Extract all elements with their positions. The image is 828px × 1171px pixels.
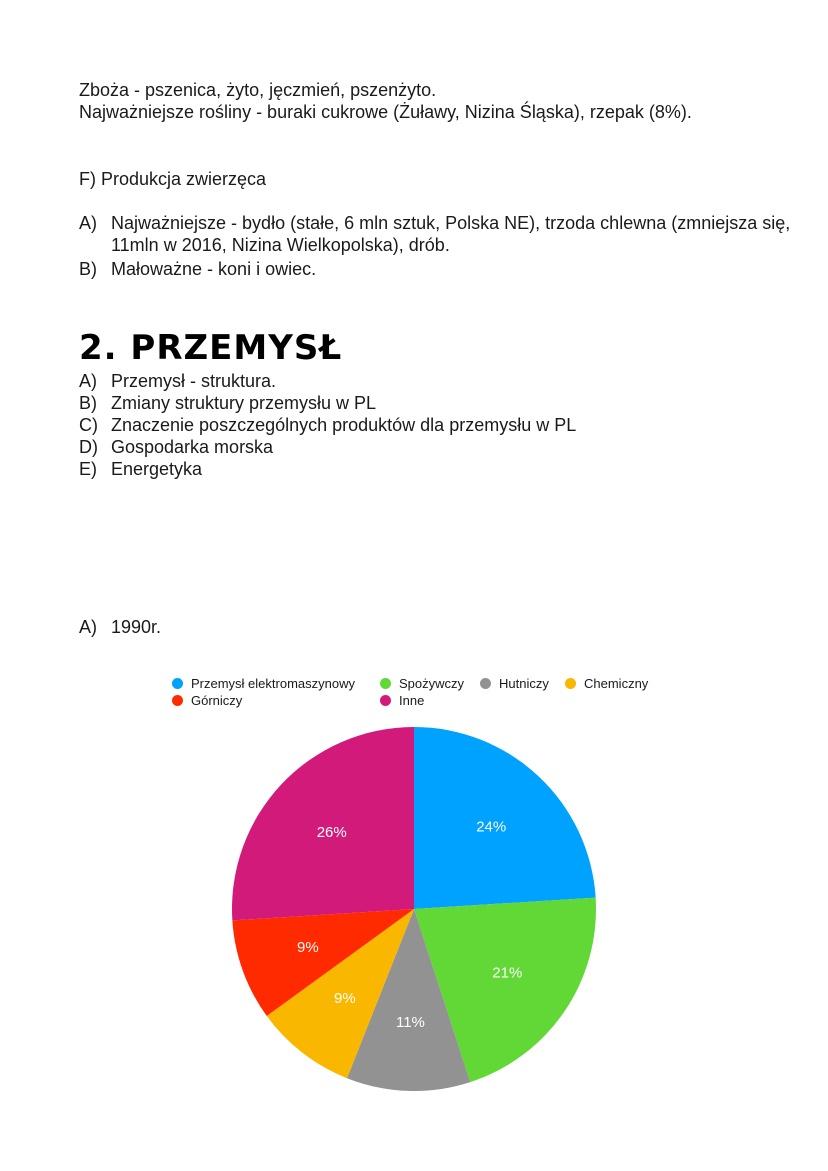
plants-line: Najważniejsze rośliny - buraki cukrowe (Żuławy, Nizina Śląska), rzepak (8%). xyxy=(79,102,692,122)
pie-slice-label: 9% xyxy=(333,990,356,1008)
list-item-text: Znaczenie poszczególnych produktów dla przemysłu w PL xyxy=(111,415,577,435)
legend-label: Górniczy xyxy=(191,693,243,708)
list-item-text: Małoważne - koni i owiec. xyxy=(111,259,317,279)
legend-label: Przemysł elektromaszynowy xyxy=(191,676,355,691)
page-title: 2. PRZEMYSŁ xyxy=(79,328,343,368)
list-marker: B) xyxy=(79,259,97,279)
list-item-text: Najważniejsze - bydło (stałe, 6 mln sztuk, Polska NE), trzoda chlewna (zmniejsza się, 11mln w 2016, Nizina Wielkopolska), drób. xyxy=(111,213,791,255)
list-item-text: Gospodarka morska xyxy=(111,437,274,457)
list-marker: B) xyxy=(79,393,97,413)
list-item-text: Energetyka xyxy=(111,459,203,479)
list-item-text: Przemysł - struktura. xyxy=(111,371,277,391)
list-marker: A) xyxy=(79,617,97,637)
list-marker: A) xyxy=(79,371,97,391)
legend-label: Inne xyxy=(399,693,425,708)
list-marker: C) xyxy=(79,415,98,435)
grains-line: Zboża - pszenica, żyto, jęczmień, pszenżyto. xyxy=(79,80,437,100)
legend-label: Chemiczny xyxy=(584,676,649,691)
legend-label: Hutniczy xyxy=(499,676,549,691)
pie-slice-label: 21% xyxy=(492,964,523,982)
pie-slice-label: 26% xyxy=(316,823,347,841)
list-marker: E) xyxy=(79,459,97,479)
list-marker: D) xyxy=(79,437,98,457)
list-item-text: 1990r. xyxy=(111,617,162,637)
list-item-text: Zmiany struktury przemysłu w PL xyxy=(111,393,377,413)
pie-slice-label: 9% xyxy=(296,939,319,957)
list-marker: A) xyxy=(79,213,97,233)
pie-slice-label: 24% xyxy=(476,818,507,836)
legend-label: Spożywczy xyxy=(399,676,465,691)
pie-slice-label: 11% xyxy=(395,1013,425,1031)
section-f-title: F) Produkcja zwierzęca xyxy=(79,169,267,189)
